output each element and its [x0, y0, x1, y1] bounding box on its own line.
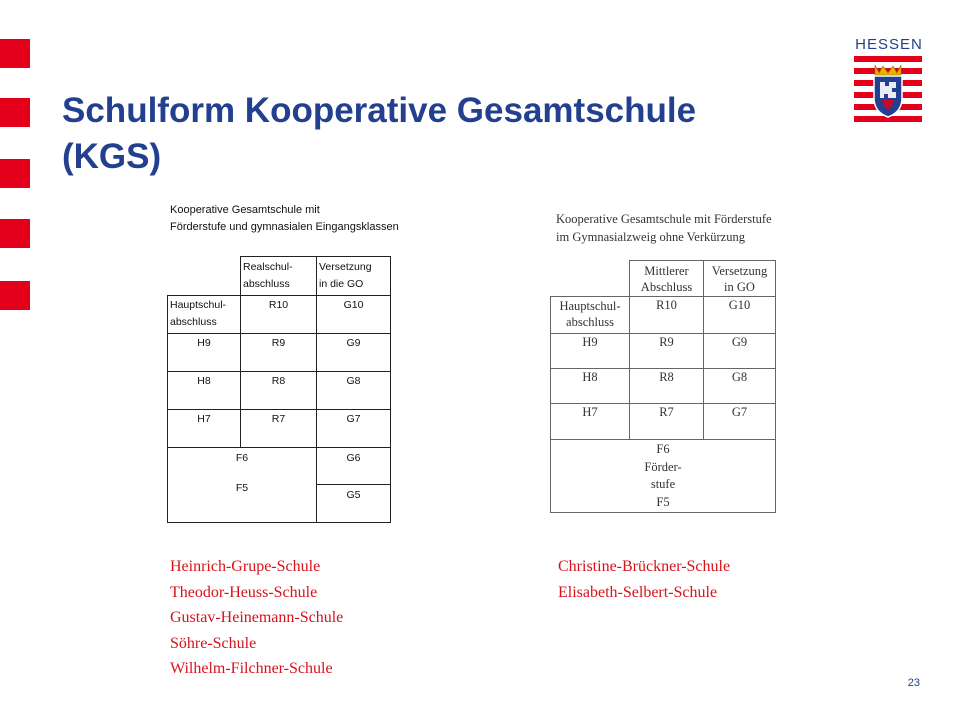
caption-line: Kooperative Gesamtschule mit Förderstufe [556, 212, 772, 226]
cell-h7: H7 [168, 410, 241, 448]
list-item: Christine-Brückner-Schule [558, 558, 731, 575]
cell-g10: G10 [317, 296, 391, 334]
cell-r9: R9 [630, 334, 704, 369]
header-realschulabschluss: Realschul- abschluss [241, 257, 317, 296]
cell-r7: R7 [630, 404, 704, 440]
list-item: Elisabeth-Selbert-Schule [558, 583, 718, 601]
cell-g7: G7 [317, 410, 391, 448]
cell-h9: H9 [168, 334, 241, 372]
cell-r9: R9 [241, 334, 317, 372]
decor-bar [0, 281, 30, 310]
cell-g5: G5 [317, 485, 391, 523]
diagram-left-caption [170, 202, 399, 236]
title-line-2: (KGS) [62, 137, 162, 176]
row-label-hauptschulabschluss: Hauptschul- abschluss [551, 297, 630, 334]
decor-bar [0, 39, 30, 68]
cell-r8: R8 [241, 372, 317, 410]
hessen-logo-text: HESSEN [855, 36, 923, 53]
diagram-left-table [167, 256, 391, 523]
caption-line: Förderstufe und gymnasialen Eingangsklassen [170, 221, 399, 233]
list-item: Wilhelm-Filchner-Schule [170, 660, 333, 677]
cell-h8: H8 [168, 372, 241, 410]
list-item: Gustav-Heinemann-Schule [170, 609, 344, 626]
table-cell-empty [168, 257, 241, 296]
table-cell-empty [551, 261, 630, 297]
caption-line: Kooperative Gesamtschule mit [170, 204, 320, 216]
cell-g10: G10 [704, 297, 776, 334]
diagram-right-caption [556, 210, 772, 246]
cell-h8: H8 [551, 369, 630, 404]
header-versetzung-go: Versetzung in GO [704, 261, 776, 297]
cell-g9: G9 [317, 334, 391, 372]
diagram-right-table [550, 260, 776, 513]
title-line-1: Schulform Kooperative Gesamtschule [62, 91, 697, 130]
list-item: Theodor-Heuss-Schule [170, 583, 318, 601]
decor-bar [0, 219, 30, 248]
school-list-right [558, 554, 730, 605]
cell-r7: R7 [241, 410, 317, 448]
cell-foerderstufe [168, 448, 317, 523]
decor-bar [0, 159, 30, 188]
cell-g8: G8 [317, 372, 391, 410]
cell-r10: R10 [241, 296, 317, 334]
decor-bar [0, 98, 30, 127]
cell-g7: G7 [704, 404, 776, 440]
cell-r10: R10 [630, 297, 704, 334]
cell-h7: H7 [551, 404, 630, 440]
page-number: 23 [907, 677, 920, 689]
cell-f6: F6 [235, 452, 249, 464]
list-item: Söhre-Schule [170, 634, 257, 652]
list-item: Heinrich-Grupe-Schule [170, 558, 321, 575]
cell-foerderstufe: F6 Förder- stufe F5 [551, 440, 776, 513]
cell-r8: R8 [630, 369, 704, 404]
school-list-left [170, 554, 343, 682]
slide-title [62, 88, 822, 180]
cell-g8: G8 [704, 369, 776, 404]
caption-line: im Gymnasialzweig ohne Verkürzung [556, 230, 745, 244]
cell-h9: H9 [551, 334, 630, 369]
cell-g6: G6 [317, 448, 391, 485]
hessen-logo [852, 36, 926, 129]
header-versetzung-go: Versetzung in die GO [317, 257, 391, 296]
cell-f5: F5 [235, 482, 249, 494]
header-mittlerer-abschluss: Mittlerer Abschluss [630, 261, 704, 297]
hessen-crest-icon [852, 54, 924, 124]
row-label-hauptschulabschluss: Hauptschul- abschluss [168, 296, 241, 334]
cell-g9: G9 [704, 334, 776, 369]
